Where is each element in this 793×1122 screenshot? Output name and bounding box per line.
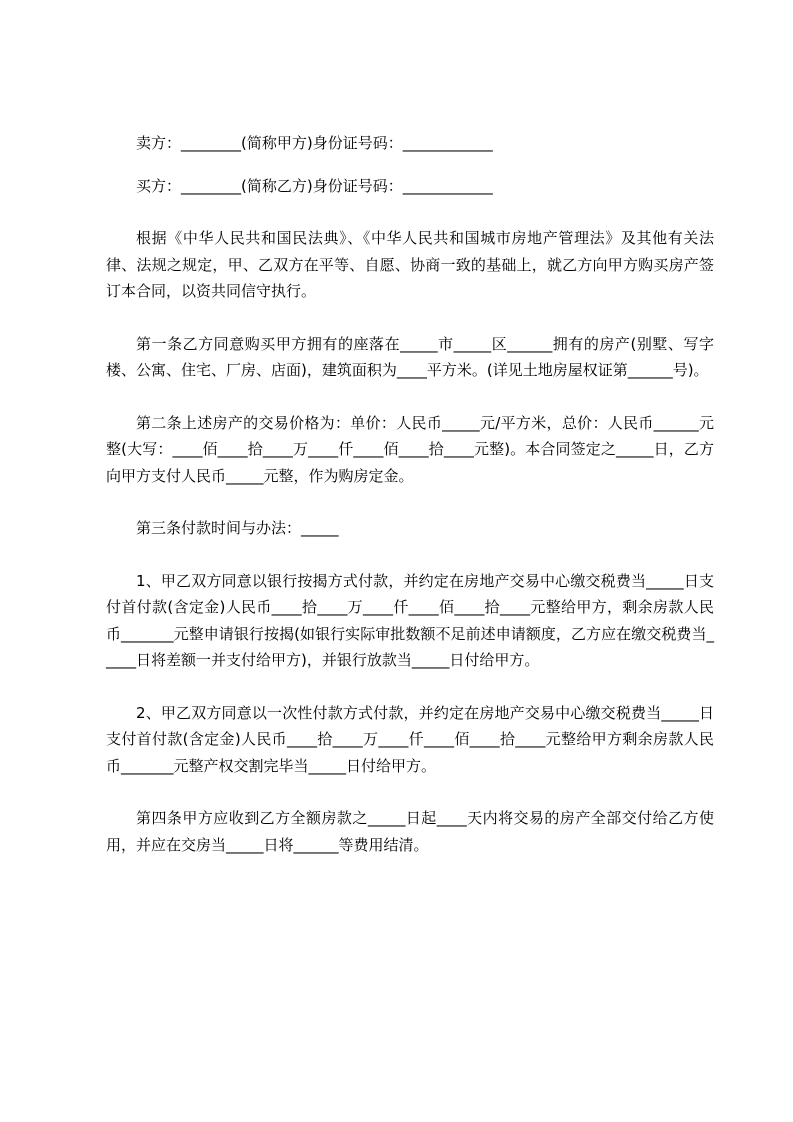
spacer: [106, 542, 714, 568]
spacer: [106, 779, 714, 805]
article-4-paragraph: 第四条甲方应收到乙方全额房款之_____日起____天内将交易的房产全部交付给乙方使用，并应在交房当_____日将______等费用结清。: [106, 809, 714, 854]
article-2-paragraph: 第二条上述房产的交易价格为：单价：人民币_____元/平方米，总价：人民币______元整(大写：____佰____拾____万____仟____佰____拾____元整)。本合同签定之_____日，乙方向甲方支付人民币_____元整，作为购房定金。: [106, 413, 714, 485]
spacer: [106, 489, 714, 515]
spacer: [106, 305, 714, 331]
spacer: [106, 199, 714, 225]
seller-line: 卖方：________(简称甲方)身份证号码：____________: [136, 134, 493, 152]
spacer: [106, 384, 714, 410]
preamble-paragraph: 根据《中华人民共和国民法典》、《中华人民共和国城市房地产管理法》及其他有关法律、法规之规定，甲、乙双方在平等、自愿、协商一致的基础上，就乙方向甲方购买房产签订本合同，以资共同信守执行。: [106, 229, 714, 300]
payment-clause-1: 1、甲乙双方同意以银行按揭方式付款，并约定在房地产交易中心缴交税费当_____日支付首付款(含定金)人民币____拾____万____仟____佰____拾____元整给甲方，剩余房款人民币_______元整申请银行按揭(如银行实际审批数额不足前述申请额度，乙方应在缴交税费当_____日将差额一并支付给甲方)，并银行放款当_____日付给甲方。: [106, 571, 714, 669]
buyer-line: 买方：________(简称乙方)身份证号码：____________: [136, 176, 493, 195]
article-3-paragraph: 第三条付款时间与办法：_____: [136, 519, 339, 537]
article-1-paragraph: 第一条乙方同意购买甲方拥有的座落在_____市_____区______拥有的房产(别墅、写字楼、公寓、住宅、厂房、店面)，建筑面积为____平方米。(详见土地房屋权证第______号)。: [106, 334, 714, 379]
spacer: [106, 674, 714, 700]
spacer: [106, 157, 714, 173]
payment-clause-2: 2、甲乙双方同意以一次性付款方式付款，并约定在房地产交易中心缴交税费当_____日支付首付款(含定金)人民币____拾____万____仟____佰____拾____元整给甲方剩余房款人民币_______元整产权交割完毕当_____日付给甲方。: [106, 703, 714, 775]
contract-body: [106, 130, 714, 858]
